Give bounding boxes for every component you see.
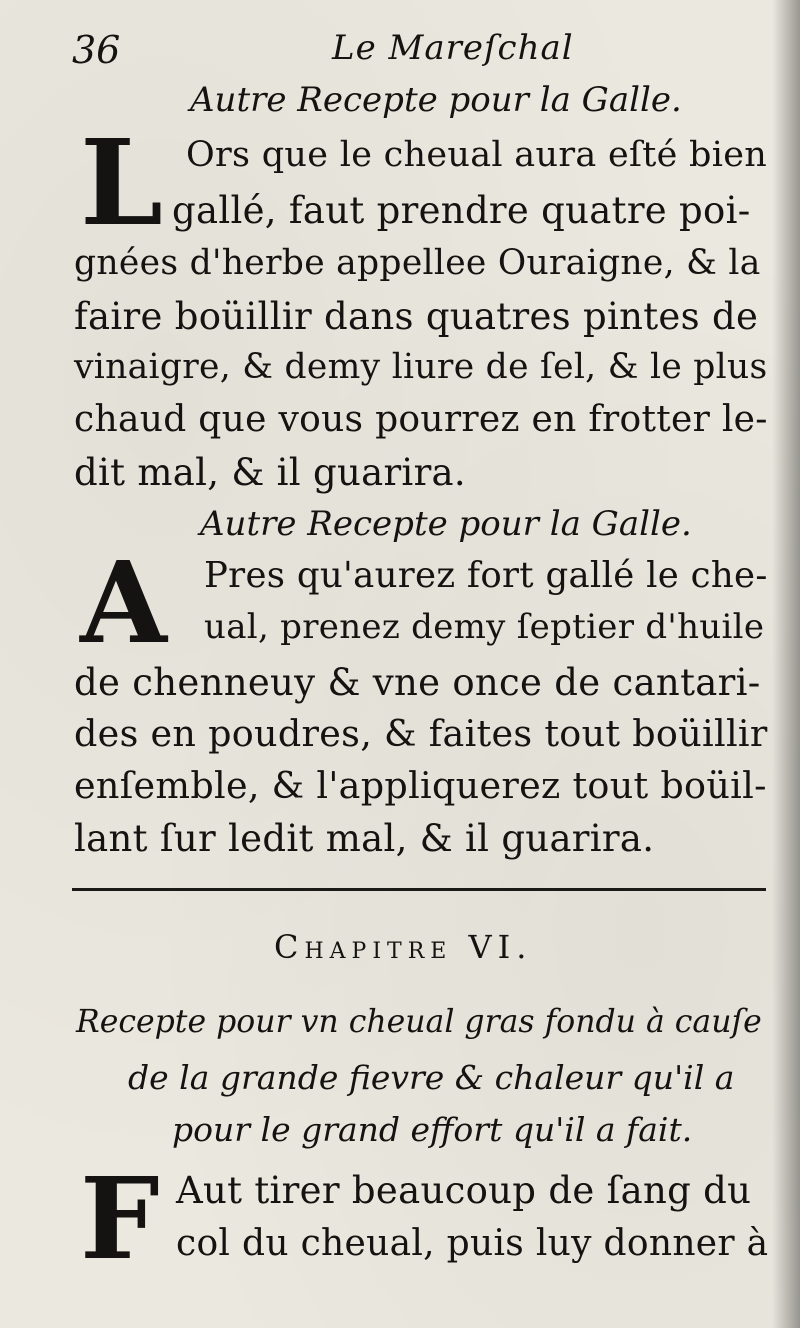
page-header <box>72 22 772 72</box>
text-line: vinaigre, & demy liure de ſel, & le plus <box>74 347 768 387</box>
text-line: Ors que le cheual aura eſté bien <box>186 135 768 175</box>
text-line: Pres qu'aurez fort gallé le che- <box>204 555 768 596</box>
page-edge-shadow <box>772 0 800 1328</box>
text-line: de chenneuy & vne once de cantari- <box>74 661 761 704</box>
drop-cap: F <box>80 1154 160 1285</box>
chapter-heading: Chapitre VI. <box>274 928 533 966</box>
text-line: ual, prenez demy ſeptier d'huile <box>204 607 765 647</box>
section-subhead: Autre Recepte pour la Galle. <box>190 80 682 120</box>
text-line: chaud que vous pourrez en frotter le- <box>74 399 768 440</box>
text-line: col du cheual, puis luy donner à <box>176 1223 769 1264</box>
running-title: Le Mareſchal <box>332 28 574 68</box>
text-line: enſemble, & l'appliquerez tout boüil- <box>74 764 767 807</box>
text-line: gallé, faut prendre quatre poi- <box>172 189 751 232</box>
drop-cap: L <box>80 113 163 252</box>
text-line: gnées d'herbe appellee Ouraigne, & la <box>74 243 761 283</box>
text-line: lant ſur ledit mal, & il guarira. <box>74 817 655 860</box>
page-number: 36 <box>72 28 121 72</box>
section-subhead: Autre Recepte pour la Galle. <box>200 504 692 544</box>
chapter-title-line: de la grande fievre & chaleur qu'il a <box>128 1058 735 1097</box>
text-line: Aut tirer beaucoup de ſang du <box>176 1169 752 1212</box>
drop-cap: A <box>80 538 167 669</box>
chapter-title-line: Recepte pour vn cheual gras fondu à cauſe <box>76 1004 762 1040</box>
section-divider <box>72 888 766 891</box>
text-line: des en poudres, & faites tout boüillir <box>74 712 768 755</box>
chapter-title-line: pour le grand effort qu'il a fait. <box>172 1110 693 1149</box>
text-line: faire boüillir dans quatres pintes de <box>74 295 759 338</box>
text-line: dit mal, & il guarira. <box>74 451 466 494</box>
